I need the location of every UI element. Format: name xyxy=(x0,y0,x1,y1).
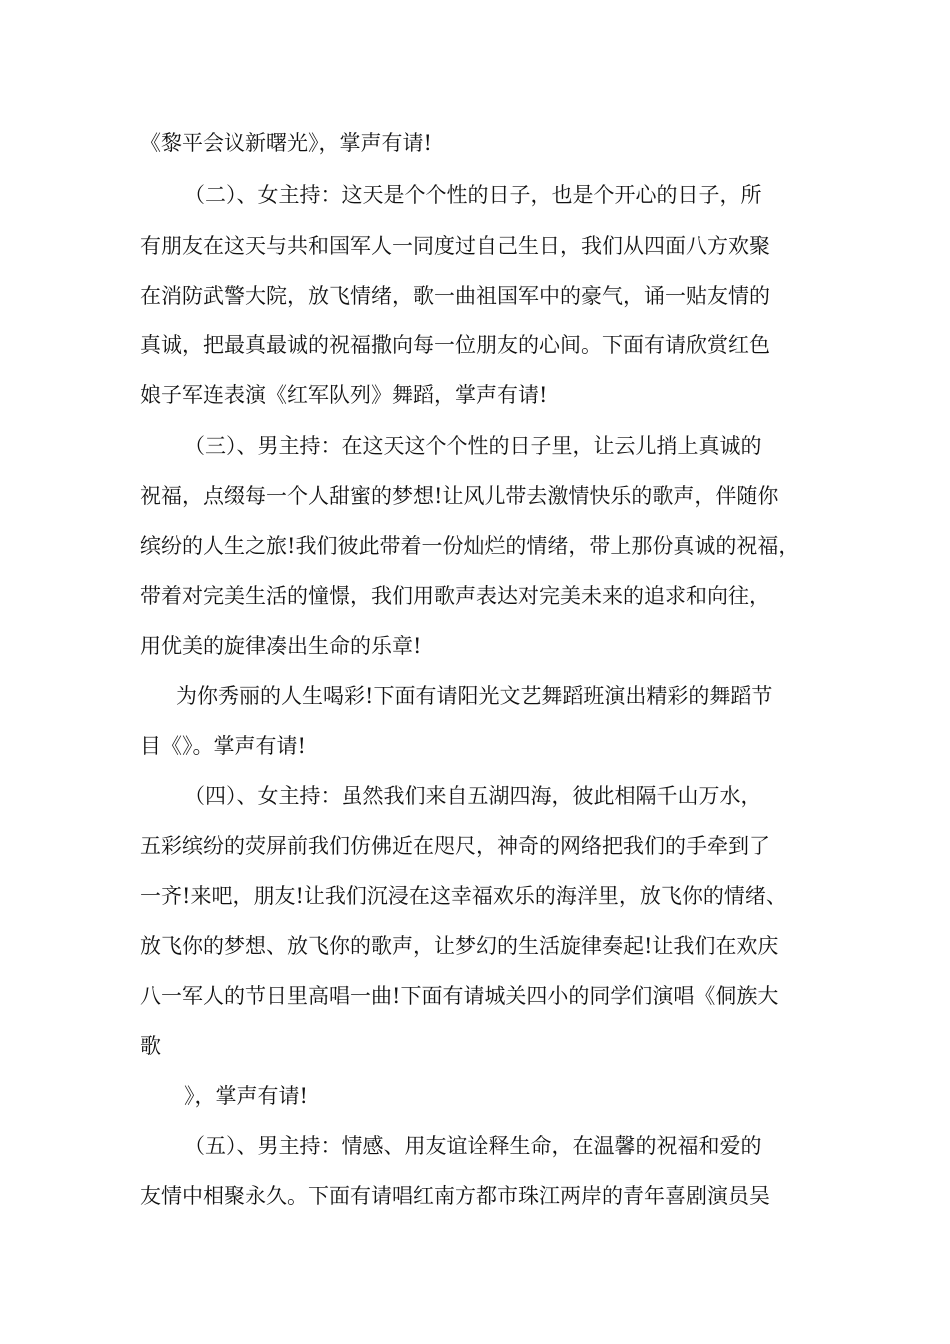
text-line-15: 五彩缤纷的荧屏前我们仿佛近在咫尺，神奇的网络把我们的手牵到了 xyxy=(140,834,770,858)
text-line-16: 一齐!来吧，朋友!让我们沉浸在这幸福欢乐的海洋里，放飞你的情绪、 xyxy=(140,884,787,908)
text-line-6: 娘子军连表演《红军队列》舞蹈，掌声有请! xyxy=(140,383,548,407)
text-line-11: 用优美的旋律凑出生命的乐章! xyxy=(140,634,422,658)
text-line-5: 真诚，把最真最诚的祝福撒向每一位朋友的心间。下面有请欣赏红色 xyxy=(140,333,770,357)
text-line-22: 友情中相聚永久。下面有请唱红南方都市珠江两岸的青年喜剧演员吴 xyxy=(140,1184,770,1208)
text-line-20: 》，掌声有请! xyxy=(184,1084,308,1108)
text-line-18: 八一军人的节日里高唱一曲!下面有请城关四小的同学们演唱《侗族大 xyxy=(140,984,779,1008)
text-line-21: （五）、男主持：情感、用友谊诠释生命，在温馨的祝福和爱的 xyxy=(184,1134,762,1158)
text-line-17: 放飞你的梦想、放飞你的歌声，让梦幻的生活旋律奏起!让我们在欢庆 xyxy=(140,934,779,958)
text-line-13: 目《》。掌声有请! xyxy=(140,734,306,758)
text-line-2: （二）、女主持：这天是个个性的日子，也是个开心的日子，所 xyxy=(184,183,762,207)
text-line-1: 《黎平会议新曙光》，掌声有请! xyxy=(140,131,432,155)
text-line-14: （四）、女主持：虽然我们来自五湖四海，彼此相隔千山万水， xyxy=(184,784,762,808)
text-line-8: 祝福，点缀每一个人甜蜜的梦想!让风儿带去激情快乐的歌声，伴随你 xyxy=(140,484,779,508)
text-line-10: 带着对完美生活的憧憬，我们用歌声表达对完美未来的追求和向往， xyxy=(140,584,770,608)
text-line-4: 在消防武警大院，放飞情绪，歌一曲祖国军中的豪气，诵一贴友情的 xyxy=(140,284,770,308)
text-line-3: 有朋友在这天与共和国军人一同度过自己生日，我们从四面八方欢聚 xyxy=(140,234,770,258)
text-line-19: 歌 xyxy=(140,1034,161,1058)
text-line-12: 为你秀丽的人生喝彩!下面有请阳光文艺舞蹈班演出精彩的舞蹈节 xyxy=(176,684,773,708)
text-line-7: （三）、男主持：在这天这个个性的日子里，让云儿捎上真诚的 xyxy=(184,434,762,458)
text-line-9: 缤纷的人生之旅!我们彼此带着一份灿烂的情绪，带上那份真诚的祝福， xyxy=(140,534,800,558)
